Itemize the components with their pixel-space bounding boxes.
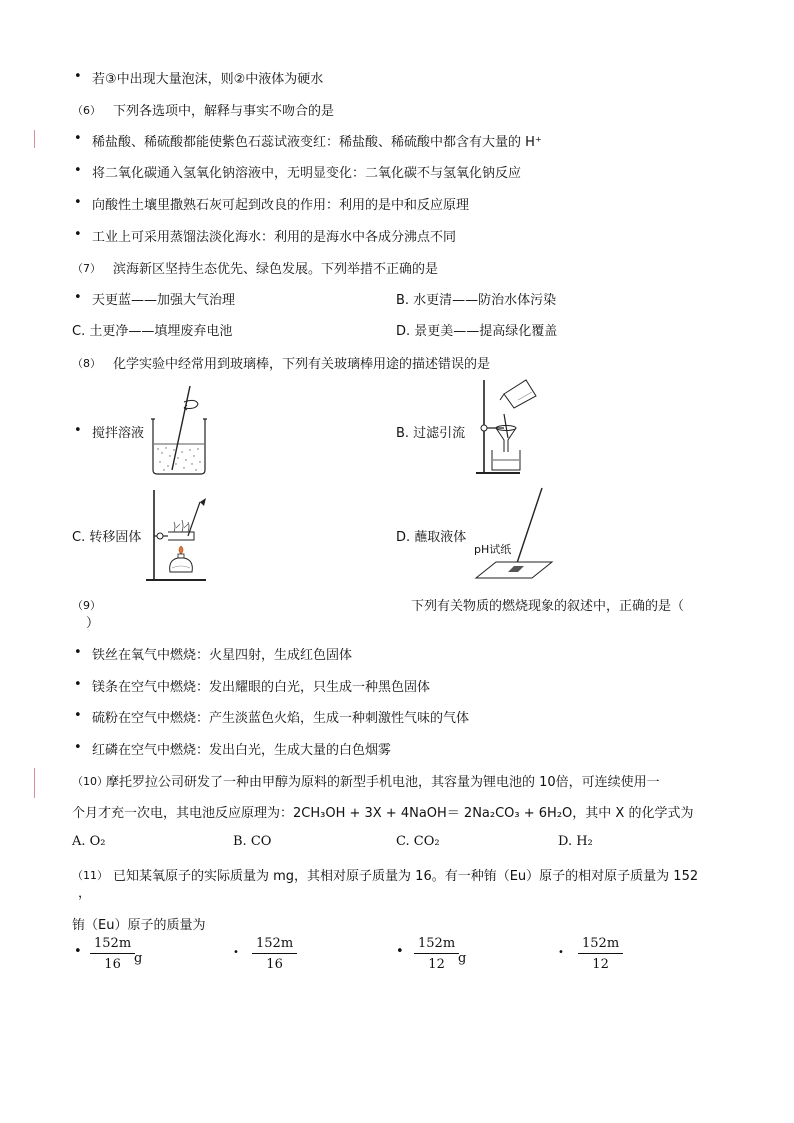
q7-number: （7） — [72, 262, 101, 275]
q8-option-b: B. 过滤引流 — [396, 426, 466, 441]
bullet: • — [74, 69, 82, 84]
q11-option-a-fraction — [90, 936, 135, 972]
q8-option-a: 搅拌溶液 — [92, 426, 145, 441]
fraction-denominator: 12 — [428, 957, 445, 972]
q9-number: （9） — [72, 599, 101, 612]
q5-option-text: 若③中出现大量泡沫，则②中液体为硬水 — [92, 72, 324, 87]
fraction-denominator: 16 — [104, 957, 121, 972]
heating-figure — [144, 488, 220, 584]
q11-line1: 已知某氧原子的实际质量为 mg，其相对原子质量为 16。有一种铕（Eu）原子的相对原子质量为 152 — [113, 869, 699, 884]
q9-stem: 下列有关物质的燃烧现象的叙述中，正确的是（ — [411, 599, 685, 614]
fraction-denominator: 12 — [592, 957, 609, 972]
bullet: • — [233, 947, 239, 958]
q10-number: （10） — [72, 775, 108, 788]
q7-option-b: B. 水更清——防治水体污染 — [396, 293, 557, 308]
q8-option-d: D. 蘸取液体 — [396, 530, 467, 545]
ph-paper-label: pH试纸 — [474, 543, 512, 556]
bullet: • — [74, 131, 82, 146]
q11-option-c-unit: g — [458, 951, 467, 966]
q10-line1: 摩托罗拉公司研发了一种由甲醇为原料的新型手机电池，其容量为锂电池的 10倍，可连续使用一 — [106, 775, 660, 790]
q9-option-c: 硫粉在空气中燃烧：产生淡蓝色火焰，生成一种刺激性气味的气体 — [92, 711, 470, 726]
revision-mark — [34, 130, 35, 148]
bullet: • — [74, 195, 82, 210]
bullet: • — [74, 944, 82, 959]
q8-option-c: C. 转移固体 — [72, 530, 142, 545]
q10-option-a: A. O₂ — [72, 834, 106, 849]
q11-option-a-unit: g — [134, 951, 143, 966]
bullet: • — [74, 290, 82, 305]
q10-option-d: D. H₂ — [558, 834, 593, 849]
filtration-figure — [474, 378, 554, 478]
q7-option-c: C. 土更净——填埋废弃电池 — [72, 324, 233, 339]
bullet: • — [74, 677, 82, 692]
q9-option-b: 镁条在空气中燃烧：发出耀眼的白光，只生成一种黑色固体 — [92, 680, 431, 695]
bullet: • — [74, 227, 82, 242]
q11-option-b-fraction — [252, 936, 297, 972]
ph-paper-figure — [470, 486, 556, 582]
stirring-beaker-figure — [148, 384, 210, 476]
q6-stem: 下列各选项中，解释与事实不吻合的是 — [113, 104, 335, 119]
q6-option-a: 稀盐酸、稀硫酸都能使紫色石蕊试液变红：稀盐酸、稀硫酸中都含有大量的 H⁺ — [92, 135, 542, 150]
q7-stem: 滨海新区坚持生态优先、绿色发展。下列举措不正确的是 — [113, 262, 439, 277]
q8-stem: 化学实验中经常用到玻璃棒，下列有关玻璃棒用途的描述错误的是 — [113, 357, 491, 372]
fraction-numerator: 152m — [252, 936, 297, 954]
q7-option-d: D. 景更美——提高绿化覆盖 — [396, 324, 558, 339]
revision-mark — [34, 768, 35, 798]
q6-number: （6） — [72, 104, 101, 117]
q11-number: （11） — [72, 869, 108, 882]
fraction-denominator: 16 — [266, 957, 283, 972]
q9-stem-close: ） — [86, 616, 100, 631]
q9-option-d: 红磷在空气中燃烧：发出白光，生成大量的白色烟雾 — [92, 743, 392, 758]
fraction-numerator: 152m — [578, 936, 623, 954]
bullet: • — [74, 645, 82, 660]
q11-line2: 铕（Eu）原子的质量为 — [72, 918, 206, 933]
q10-line2: 个月才充一次电，其电池反应原理为：2CH₃OH + 3X + 4NaOH＝ 2Na₂CO₃ + 6H₂O，其中 X 的化学式为 — [72, 806, 694, 821]
q11-comma: ， — [78, 886, 92, 901]
q7-option-a: 天更蓝——加强大气治理 — [92, 293, 236, 308]
q10-option-b: B. CO — [233, 834, 272, 849]
bullet: • — [74, 423, 82, 438]
fraction-numerator: 152m — [90, 936, 135, 954]
q6-option-d: 工业上可采用蒸馏法淡化海水：利用的是海水中各成分沸点不同 — [92, 230, 457, 245]
q9-option-a: 铁丝在氧气中燃烧：火星四射，生成红色固体 — [92, 648, 353, 663]
q8-number: （8） — [72, 357, 101, 370]
q10-option-c: C. CO₂ — [396, 834, 440, 849]
fraction-numerator: 152m — [414, 936, 459, 954]
q11-option-c-fraction — [414, 936, 459, 972]
q11-option-d-fraction — [578, 936, 623, 972]
bullet: • — [558, 947, 564, 958]
bullet: • — [74, 708, 82, 723]
bullet: • — [74, 740, 82, 755]
q6-option-b: 将二氧化碳通入氢氧化钠溶液中，无明显变化：二氧化碳不与氢氧化钠反应 — [92, 166, 522, 181]
bullet: • — [74, 163, 82, 178]
bullet: • — [396, 944, 404, 959]
q6-option-c: 向酸性土壤里撒熟石灰可起到改良的作用：利用的是中和反应原理 — [92, 198, 470, 213]
